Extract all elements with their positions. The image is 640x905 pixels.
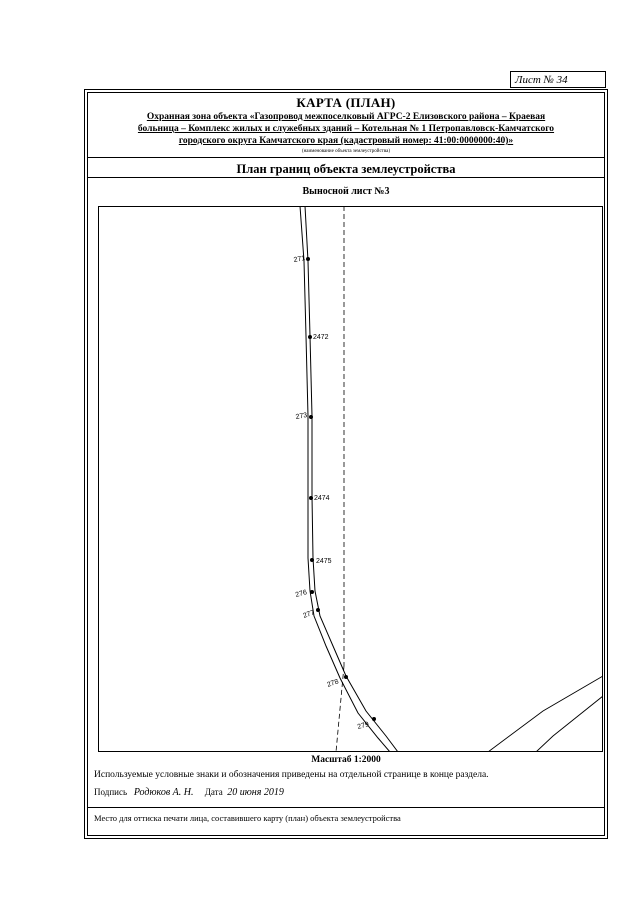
boundary-point-label: 277	[302, 609, 316, 620]
object-name-line-3: городского округа Камчатского края (кадастровый номер: 41:00:0000000:40)»	[178, 136, 514, 146]
signature-date: 20 июня 2019	[227, 787, 284, 798]
corridor-outer-line	[305, 206, 398, 752]
boundary-point-label: 273	[295, 412, 308, 421]
boundary-point-label: 271	[293, 255, 306, 264]
boundary-point-marker	[372, 717, 376, 721]
signature-label: Подпись	[94, 787, 128, 797]
object-name-line-1: Охранная зона объекта «Газопровод межпоселковый АГРС-2 Елизовского района – Краевая	[146, 112, 546, 122]
boundary-point-label: 278	[326, 678, 340, 689]
boundary-point-label: 2475	[316, 558, 332, 565]
stamp-note: Место для оттиска печати лица, составившего карту (план) объекта землеустройства	[94, 813, 401, 823]
plan-title: План границ объекта землеустройства	[236, 162, 456, 176]
road-line-1	[488, 676, 603, 752]
map-frame	[84, 89, 608, 839]
boundary-point-label: 2472	[313, 334, 329, 341]
stamp-divider	[88, 807, 604, 808]
boundary-point-label: 276	[294, 589, 308, 599]
scale-label: Масштаб 1:2000	[311, 755, 381, 765]
object-name	[100, 111, 592, 147]
legend-note: Используемые условные знаки и обозначения приведены на отдельной странице в конце раздела.	[94, 770, 489, 780]
road-line-2	[536, 696, 603, 752]
extract-title: Выносной лист №3	[302, 186, 390, 197]
object-name-line-2: больница – Комплекс жилых и служебных зданий – Котельная № 1 Петропавловск-Камчатского	[137, 124, 555, 134]
boundary-point-marker	[309, 415, 313, 419]
boundary-map	[98, 206, 603, 752]
boundary-point-marker	[316, 608, 320, 612]
boundary-point-marker	[310, 558, 314, 562]
signature-name: Родюков А. Н.	[133, 787, 194, 798]
corridor-inner-line	[300, 206, 390, 752]
object-name-caption: (наименование объекта землеустройства)	[301, 149, 391, 154]
boundary-point-marker	[308, 335, 312, 339]
map-title: КАРТА (ПЛАН)	[296, 95, 396, 110]
boundary-point-marker	[310, 590, 314, 594]
map-frame-inner	[87, 92, 605, 836]
map-border	[99, 207, 603, 752]
boundary-point-label: 2474	[314, 495, 330, 502]
date-label: Дата	[204, 787, 223, 797]
signature-line	[94, 787, 284, 798]
header-divider	[88, 157, 604, 158]
boundary-point-marker	[306, 257, 310, 261]
plan-divider	[88, 177, 604, 178]
boundary-point-marker	[344, 675, 348, 679]
boundary-point-marker	[309, 496, 313, 500]
boundary-point-label: 279	[356, 721, 370, 731]
sheet-number: Лист № 34	[510, 71, 606, 88]
